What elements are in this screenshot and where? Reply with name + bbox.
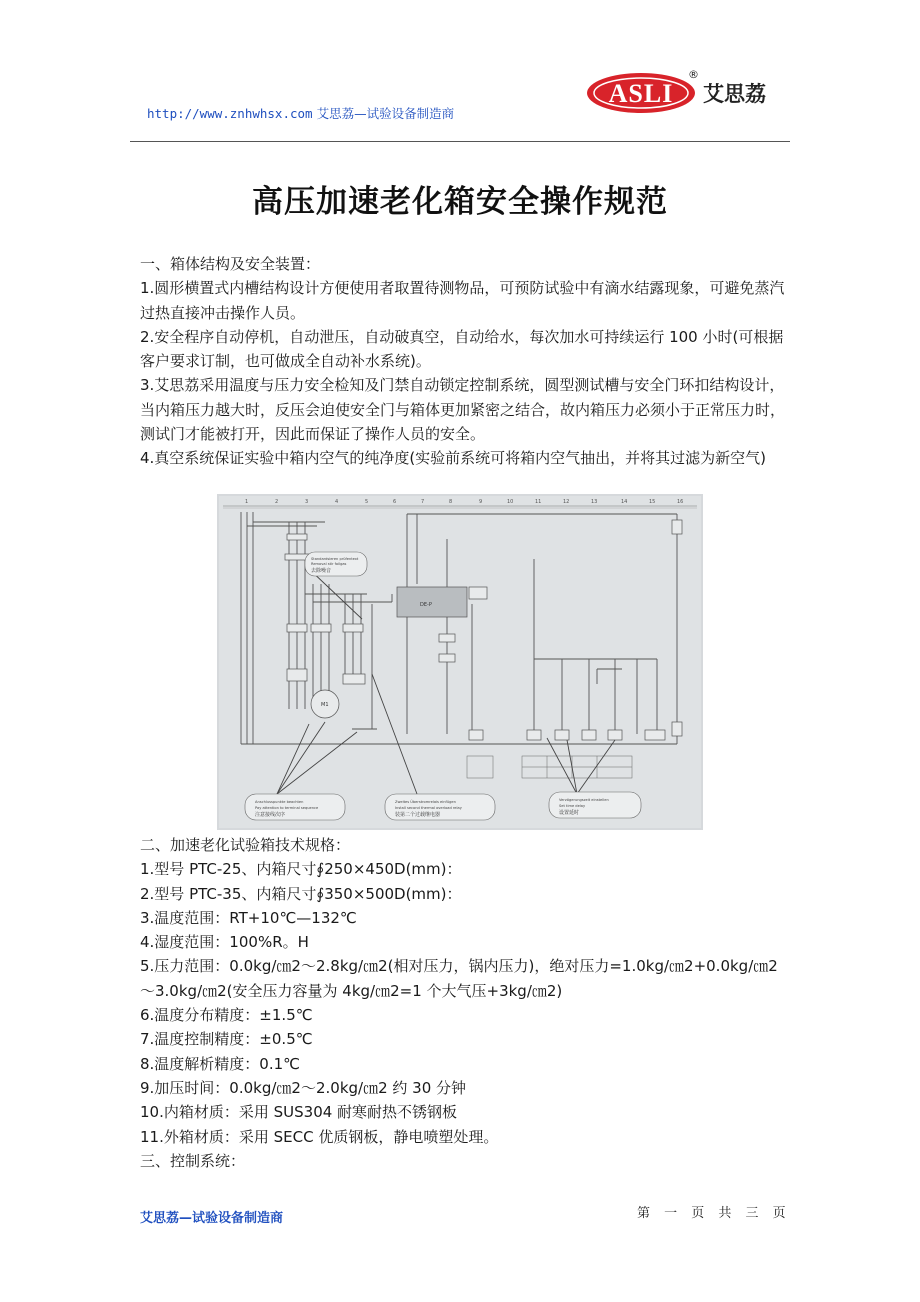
circuit-diagram	[217, 494, 703, 830]
svg-text:12: 12	[563, 499, 570, 505]
list-item: 2.型号 PTC-35、内箱尺寸∮350×500D(mm)：	[140, 884, 462, 903]
svg-text:10: 10	[507, 499, 514, 505]
footer-company: 艾思荔—试验设备制造商	[140, 1211, 284, 1226]
svg-text:11: 11	[535, 499, 542, 505]
list-item: 2.安全程序自动停机，自动泄压，自动破真空，自动给水，每次加水可持续运行 100 小时(可根据客户要求订制，也可做成全自动补水系统)。	[140, 327, 784, 371]
svg-text:5: 5	[365, 499, 369, 505]
list-item: 8.温度解析精度：0.1℃	[140, 1054, 301, 1073]
section-heading: 三、控制系统：	[140, 1151, 246, 1170]
callout-delay	[549, 792, 641, 818]
list-item: 3.温度范围：RT+10℃—132℃	[140, 908, 357, 927]
svg-text:8: 8	[449, 499, 453, 505]
list-item: 5.压力范围：0.0kg/㎝2～2.8kg/㎝2(相对压力，锅内压力)，绝对压力=1.0kg/㎝2+0.0kg/㎝2～3.0kg/㎝2(安全压力容量为 4kg/㎝2=1 个大气压+3kg/㎝2)	[140, 957, 778, 1000]
logo-text: ASLI	[608, 79, 674, 108]
svg-text:4: 4	[335, 499, 339, 505]
svg-text:Pay attention to terminal sequ: Pay attention to terminal sequence	[255, 806, 319, 810]
section-heading: 一、箱体结构及安全装置：	[140, 255, 321, 273]
callout-terminal	[245, 794, 345, 820]
svg-text:Set time delay: Set time delay	[559, 804, 586, 808]
list-item: 4.湿度范围：100%R。H	[140, 933, 309, 952]
svg-text:15: 15	[649, 499, 656, 505]
svg-text:13: 13	[591, 499, 598, 505]
header-url[interactable]: http://www.znhwhsx.com	[147, 106, 313, 121]
list-item: 7.温度控制精度：±0.5℃	[140, 1030, 313, 1049]
svg-text:注意接线次序: 注意接线次序	[255, 812, 286, 818]
svg-text:2: 2	[275, 499, 279, 505]
svg-text:装第二个过载继电器: 装第二个过载继电器	[395, 812, 441, 818]
header-company: 艾思荔—试验设备制造商	[316, 106, 455, 121]
svg-text:去除噪音: 去除噪音	[311, 568, 332, 574]
svg-text:Anschlusspunkte beachten: Anschlusspunkte beachten	[255, 800, 304, 804]
callout-noise	[305, 552, 367, 576]
svg-text:3: 3	[305, 499, 309, 505]
svg-text:Verzögerungszeit einstellen: Verzögerungszeit einstellen	[559, 798, 609, 802]
svg-text:14: 14	[621, 499, 628, 505]
list-item: 10.内箱材质：采用 SUS304 耐寒耐热不锈钢板	[140, 1103, 458, 1122]
svg-text:7: 7	[421, 499, 425, 505]
svg-text:Standardsieren prüfentext: Standardsieren prüfentext	[311, 557, 359, 561]
list-item: 3.艾思荔采用温度与压力安全检知及门禁自动锁定控制系统，圆型测试槽与安全门环扣结构设计，当内箱压力越大时，反压会迫使安全门与箱体更加紧密之结合，故内箱压力必须小于正常压力时，测试门才能被打开，因此而保证了操作人员的安全。	[140, 376, 786, 444]
svg-text:Zweites Überstromrelais einfüg: Zweites Überstromrelais einfügen	[395, 800, 456, 804]
list-item: 4.真空系统保证实验中箱内空气的纯净度(实验前系统可将箱内空气抽出，并将其过滤为新空气)	[140, 449, 767, 468]
list-item: 1.型号 PTC-25、内箱尺寸∮250×450D(mm)：	[140, 860, 462, 879]
svg-text:Removal stir foilgas: Removal stir foilgas	[311, 562, 347, 566]
page-title: 高压加速老化箱安全操作规范	[252, 184, 668, 220]
svg-text:6: 6	[393, 499, 397, 505]
section-specs	[140, 833, 790, 1173]
logo-cn-name: 艾思荔	[703, 82, 766, 106]
svg-text:16: 16	[677, 499, 684, 505]
list-item: 1.圆形横置式内槽结构设计方便使用者取置待测物品，可预防试验中有滴水结露现象，可避免蒸汽过热直接冲击操作人员。	[140, 279, 785, 322]
list-item: 9.加压时间：0.0kg/㎝2～2.0kg/㎝2 约 30 分钟	[140, 1078, 467, 1097]
logo-registered: ®	[688, 68, 699, 81]
svg-text:设置延时: 设置延时	[559, 810, 580, 816]
callout-overload	[385, 794, 495, 820]
svg-text:M1: M1	[321, 702, 329, 708]
header-link[interactable]	[147, 104, 454, 122]
section-structure	[140, 252, 790, 471]
header-divider	[130, 141, 790, 142]
svg-text:DE-P: DE-P	[420, 602, 432, 608]
svg-text:9: 9	[479, 499, 483, 505]
list-item: 6.温度分布精度：±1.5℃	[140, 1006, 313, 1025]
svg-text:1: 1	[245, 499, 249, 505]
list-item: 11.外箱材质：采用 SECC 优质钢板，静电喷塑处理。	[140, 1127, 499, 1146]
asli-logo	[586, 66, 786, 116]
section-heading: 二、加速老化试验箱技术规格：	[140, 836, 351, 854]
svg-text:Install second thermal overloa: Install second thermal overload relay	[395, 806, 462, 810]
page-number: 第 一 页 共 三 页	[637, 1206, 791, 1221]
